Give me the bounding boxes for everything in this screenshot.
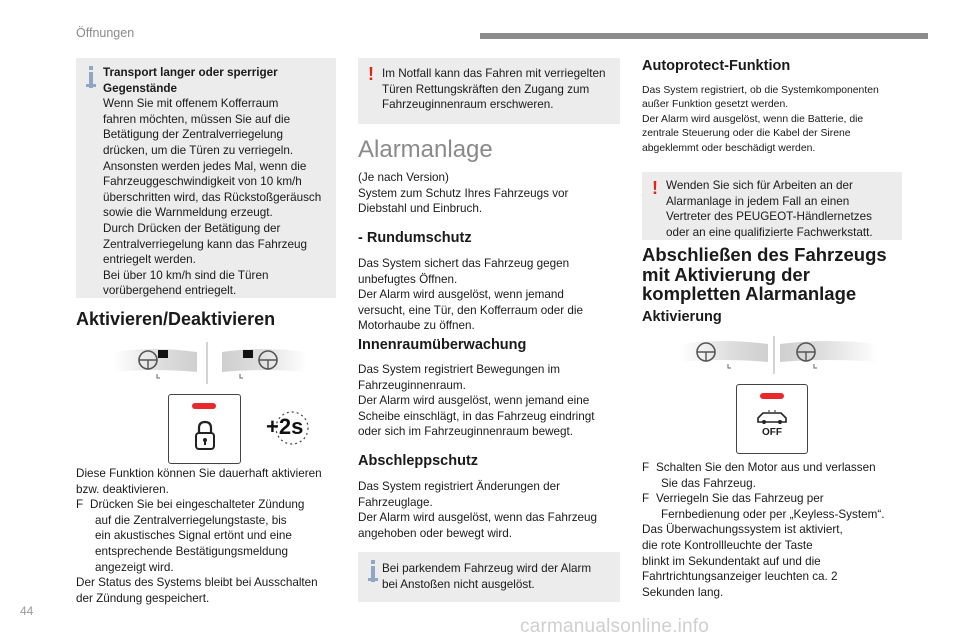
text-line: Der Alarm wird ausgelöst, wenn die Batterie, die: [642, 113, 864, 125]
info-line: fahren möchten, müssen Sie auf die: [103, 112, 291, 126]
car-alarm-icon: [755, 409, 789, 425]
heading-autoprotect: Autoprotect-Funktion: [642, 58, 791, 74]
info-box-title: Transport langer oder sperriger: [103, 66, 278, 79]
header-bar: [480, 33, 928, 39]
col3-body: [642, 460, 924, 600]
bullet-cont: entsprechende Bestätigungsmeldung: [95, 544, 288, 558]
info-line: vorübergehend entriegelt.: [103, 284, 237, 298]
page-title-alarm: Alarmanlage: [358, 136, 493, 163]
info-line: Fahrzeuggeschwindigkeit von 10 km/h: [103, 175, 302, 189]
text-line: Das System registriert Bewegungen im: [358, 363, 561, 376]
body-line: Diese Funktion können Sie dauerhaft aktivieren: [76, 467, 322, 480]
dashboard-illustration: [112, 338, 312, 388]
bullet-cont: angezeigt wird.: [95, 560, 174, 574]
page-number: 44: [20, 604, 34, 618]
info-line: Zentralverriegelung kann das Fahrzeug: [103, 237, 308, 251]
bullet-cont: Sie das Fahrzeug.: [661, 476, 756, 490]
body-line: bzw. deaktivieren.: [76, 482, 169, 496]
heading-abschleppschutz: Abschleppschutz: [358, 453, 479, 469]
hold-2s-label: +2s: [266, 414, 304, 439]
autoprotect-text: [642, 84, 922, 156]
red-indicator-lamp: [192, 403, 216, 409]
info-line: Bei über 10 km/h sind die Türen: [103, 268, 269, 282]
heading-line: Abschließen des Fahrzeugs: [642, 244, 887, 265]
text-line: Das System registriert Änderungen der: [358, 480, 561, 493]
heading-line: mit Aktivierung der: [642, 263, 810, 285]
info-line: Wenn Sie mit offenem Kofferraum: [103, 97, 279, 111]
text-line: angehoben oder bewegt wird.: [358, 526, 512, 540]
bullet-cont: Fernbedienung oder per „Keyless-System“.: [661, 507, 885, 521]
watermark: carmanualsonline.info: [520, 616, 710, 637]
bullet-mark: F: [642, 492, 650, 506]
lock-icon: [194, 419, 216, 451]
section-title: Öffnungen: [76, 26, 135, 40]
text-line: Der Alarm wird ausgelöst, wenn jemand: [358, 288, 564, 302]
text-line: unbefugtes Öffnen.: [358, 272, 458, 286]
heading-innenraum: Innenraumüberwachung: [358, 337, 527, 353]
text-line: versucht, eine Tür, den Kofferraum oder die: [358, 303, 584, 317]
warn-line: Vertreter des PEUGEOT-Händlernetzes: [666, 210, 872, 224]
info-icon: [368, 560, 378, 582]
info-box-parking: [358, 552, 620, 602]
text-line: Fahrzeuglage.: [358, 495, 433, 509]
body-line: Der Status des Systems bleibt bei Ausschalten: [76, 576, 318, 590]
abschlepp-text: [358, 479, 620, 541]
warn-line: Türen Rettungskräften den Zugang zum: [382, 82, 590, 96]
off-label: OFF: [762, 427, 782, 438]
col1-body: [76, 466, 346, 606]
dashboard-illustration-2: [676, 334, 882, 378]
warn-line: Fahrzeuginnenraum erschweren.: [382, 98, 554, 112]
warning-icon: !: [368, 64, 374, 84]
text-line: Fahrzeuginnenraum.: [358, 378, 466, 392]
bullet-cont: auf die Zentralverriegelungstaste, bis: [95, 513, 287, 527]
warning-box-emergency: [358, 58, 620, 124]
intro-line: (Je nach Version): [358, 171, 449, 184]
body-line: Sekunden lang.: [642, 585, 724, 599]
bullet-item: F Drücken Sie bei eingeschalteter Zündung: [76, 498, 305, 512]
warn-line: Alarmanlage in jedem Fall an einen: [666, 194, 850, 208]
info-icon: [86, 66, 96, 88]
bullet-item: F Schalten Sie den Motor aus und verlassen: [642, 461, 876, 474]
text-line: Der Alarm wird ausgelöst, wenn das Fahrzeug: [358, 511, 598, 525]
warn-line: Wenden Sie sich für Arbeiten an der: [666, 179, 853, 192]
info-line: sowie die Warnmeldung erzeugt.: [103, 206, 273, 220]
central-lock-button[interactable]: [168, 394, 241, 464]
info-line: Bei parkendem Fahrzeug wird der Alarm: [382, 562, 592, 575]
warning-box-workshop: [642, 172, 902, 240]
warning-icon: !: [652, 178, 658, 198]
body-line: Fahrtrichtungsanzeiger leuchten ca. 2: [642, 570, 838, 584]
heading-rundumschutz: - Rundumschutz: [358, 230, 472, 246]
info-line: drücken, um die Türen zu verriegeln.: [103, 143, 294, 157]
intro-line: Diebstahl und Einbruch.: [358, 202, 483, 216]
text-line: oder sich im Fahrzeuginnenraum bewegt.: [358, 425, 574, 439]
info-line: bei Anstoßen nicht ausgelöst.: [382, 577, 535, 591]
bullet-mark: F: [76, 498, 84, 512]
text-line: Das System registriert, ob die Systemkomponenten: [642, 85, 879, 96]
bullet-mark: F: [642, 461, 650, 474]
intro-line: System zum Schutz Ihres Fahrzeugs vor: [358, 186, 569, 200]
info-line: Ansonsten werden jedes Mal, wenn die: [103, 159, 307, 173]
info-box-title-2: Gegenstände: [103, 81, 178, 95]
rundumschutz-text: [358, 256, 620, 334]
heading-activate: Aktivieren/Deaktivieren: [76, 309, 276, 329]
heading-lock-full-alarm: [642, 245, 887, 304]
info-line: Durch Drücken der Betätigung der: [103, 221, 281, 235]
body-line: blinkt im Sekundentakt auf und die: [642, 554, 821, 568]
text-line: zentrale Steuerung oder die Kabel der Sirene: [642, 128, 851, 140]
text-line: Motorhaube zu öffnen.: [358, 319, 475, 333]
body-line: der Zündung gespeichert.: [76, 591, 210, 605]
text-line: außer Funktion gesetzt werden.: [642, 99, 789, 111]
alarm-intro: [358, 170, 620, 217]
body-line: die rote Kontrollleuchte der Taste: [642, 538, 813, 552]
bullet-cont: ein akustisches Signal ertönt und eine: [95, 529, 292, 543]
heading-line: kompletten Alarmanlage: [642, 283, 857, 304]
text-line: Das System sichert das Fahrzeug gegen: [358, 257, 570, 270]
innenraum-text: [358, 362, 620, 440]
text-line: Der Alarm wird ausgelöst, wenn jemand eine: [358, 394, 590, 408]
red-indicator-lamp: [760, 393, 784, 399]
info-line: überschritten wird, das Rückstoßgeräusch: [103, 190, 322, 204]
text-line: Scheibe einschlägt, in das Fahrzeug eindringt: [358, 409, 595, 423]
text-line: abgeklemmt oder beschädigt werden.: [642, 142, 816, 154]
body-line: Das Überwachungssystem ist aktiviert,: [642, 523, 843, 537]
info-box-transport: [76, 58, 336, 298]
warn-line: Im Notfall kann das Fahren mit verriegelten: [382, 67, 606, 80]
bullet-item: F Verriegeln Sie das Fahrzeug per: [642, 492, 824, 506]
hold-2s-icon: [266, 408, 310, 448]
info-line: Betätigung der Zentralverriegelung: [103, 128, 283, 142]
warn-line: oder an eine qualifizierte Fachwerkstatt.: [666, 225, 873, 239]
alarm-off-button[interactable]: [736, 384, 808, 454]
subheading-activation: Aktivierung: [642, 309, 722, 325]
info-line: entriegelt werden.: [103, 253, 196, 267]
